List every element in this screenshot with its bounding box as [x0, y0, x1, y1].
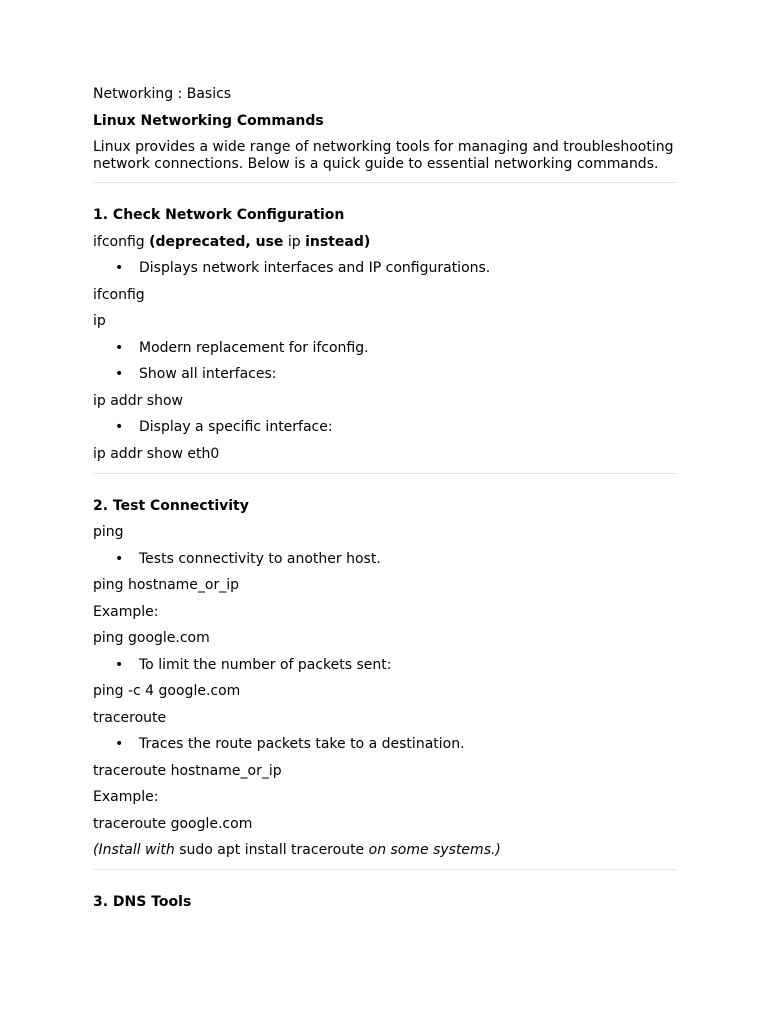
code-line-traceroute-google: traceroute google.com	[93, 815, 253, 832]
deprecated-note: (deprecated, use	[149, 233, 284, 250]
example-label: Example:	[93, 789, 159, 805]
install-note	[93, 842, 676, 859]
section-heading-network-config: 1. Check Network Configuration	[93, 207, 345, 223]
page-title: Linux Networking Commands	[93, 112, 324, 129]
code-line-ifconfig: ifconfig	[93, 286, 145, 303]
list-item	[93, 657, 676, 674]
code-line-ping: ping hostname_or_ip	[93, 577, 240, 593]
ip-label: ip	[93, 313, 106, 329]
bullet-icon: •	[115, 260, 124, 276]
code-line-traceroute: traceroute hostname_or_ip	[93, 762, 282, 779]
section-divider	[93, 182, 676, 183]
list-item-text: To limit the number of packets sent:	[139, 656, 392, 673]
install-note-prefix: (Install with	[93, 842, 175, 858]
list-item	[93, 366, 676, 383]
section-divider	[93, 473, 676, 474]
list-item	[93, 419, 676, 436]
list-item-text: Displays network interfaces and IP configurations.	[139, 260, 491, 276]
bullet-icon: •	[115, 656, 124, 673]
section-heading-dns-tools: 3. DNS Tools	[93, 894, 192, 910]
example-label: Example:	[93, 603, 159, 620]
traceroute-label: traceroute	[93, 709, 167, 726]
install-note-suffix: on some systems.)	[368, 842, 501, 858]
section-divider	[93, 869, 676, 870]
bullet-icon: •	[115, 736, 124, 752]
instead-note: instead)	[305, 233, 371, 250]
bullet-icon: •	[115, 366, 124, 382]
list-item-text: Modern replacement for ifconfig.	[139, 339, 369, 356]
breadcrumb: Networking : Basics	[93, 86, 232, 102]
ping-label: ping	[93, 524, 124, 540]
ifconfig-heading	[93, 234, 676, 251]
list-item	[93, 340, 676, 357]
ip-cmd-inline: ip	[287, 233, 301, 250]
install-note-command: sudo apt install traceroute	[179, 842, 365, 858]
list-item-text: Traces the route packets take to a destination.	[139, 736, 465, 752]
list-item	[93, 736, 676, 753]
list-item-text: Show all interfaces:	[139, 366, 277, 382]
list-item	[93, 260, 676, 277]
ifconfig-cmd: ifconfig	[93, 233, 145, 250]
bullet-icon: •	[115, 419, 124, 435]
code-line-ping-google: ping google.com	[93, 630, 210, 646]
section-heading-test-connectivity: 2. Test Connectivity	[93, 497, 249, 514]
list-item-text: Tests connectivity to another host.	[139, 550, 381, 567]
list-item-text: Display a specific interface:	[139, 419, 333, 435]
document-content	[93, 86, 676, 921]
code-line-ip-addr-show: ip addr show	[93, 392, 183, 409]
intro-paragraph: Linux provides a wide range of networking tools for managing and troubleshooting network connections. Below is a quick guide to essential networking commands.	[93, 139, 674, 172]
list-item	[93, 551, 676, 568]
bullet-icon: •	[115, 339, 124, 356]
code-line-ip-addr-show-eth0: ip addr show eth0	[93, 445, 220, 462]
bullet-icon: •	[115, 550, 124, 567]
code-line-ping-count: ping -c 4 google.com	[93, 683, 241, 699]
